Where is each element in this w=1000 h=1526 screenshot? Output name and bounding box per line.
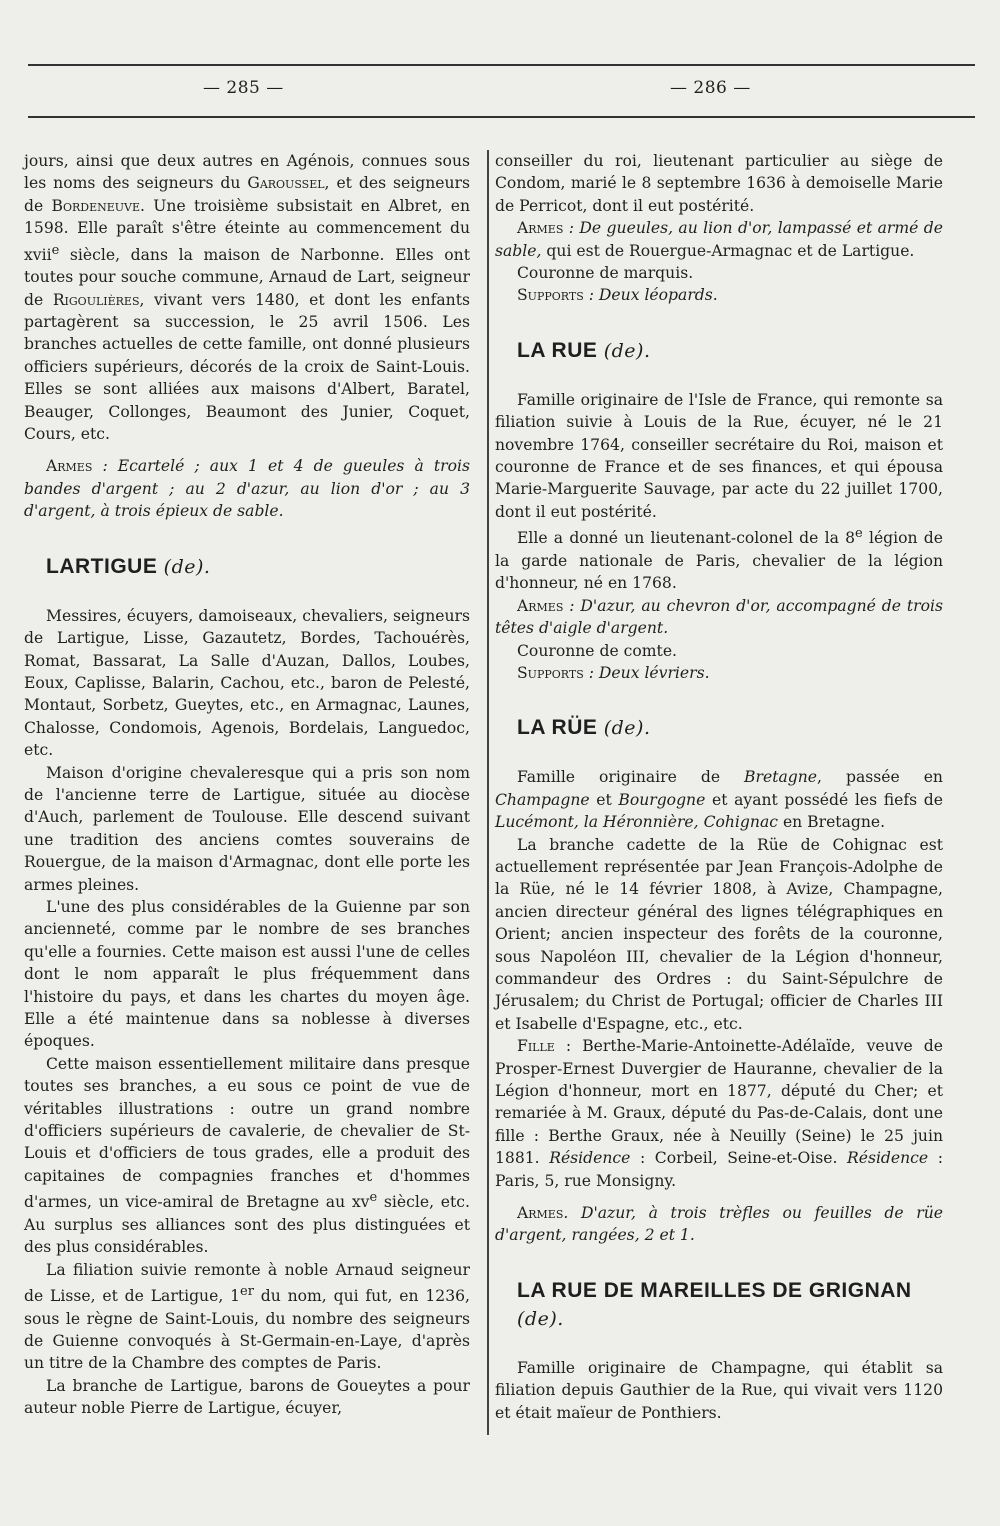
lartigue-paragraph-1: Messires, écuyers, damoiseaux, chevaliers, seigneurs de Lartigue, Lisse, Gazautetz, Bordes, Tachouérès, Romat, Bassarat, La Salle d'Auzan, Dallos, Loubes, Eoux, Caplisse, Balarin, Cachou, etc., baron de Pelesté, Montaut, Sorbetz, Gueytes, etc., en Armagnac, Launes, Chalosse, Condomois, Agenois, Bordelais, Languedoc, etc. <box>24 606 470 760</box>
left-column <box>24 150 470 1420</box>
crown-line: Couronne de comte. <box>517 641 678 660</box>
lartigue-paragraph-6: La branche de Lartigue, barons de Goueytes a pour auteur noble Pierre de Lartigue, écuyer, <box>24 1376 470 1418</box>
arms-paragraph: Armes : De gueules, au lion d'or, lampassé et armé de sable, qui est de Rouergue-Armagnac et de Lartigue. <box>495 219 943 260</box>
arms-paragraph: Armes : Ecartelé ; aux 1 et 4 de gueules à trois bandes d'argent ; au 2 d'azur, au lion d'or ; au 3 d'argent, à trois épieux de sable. <box>24 457 470 521</box>
right-column <box>495 150 943 1424</box>
header-top-rule <box>28 64 975 66</box>
mareilles-heading: LA RUE DE MAREILLES DE GRIGNAN (de). <box>517 1278 912 1330</box>
intro-paragraph: jours, ainsi que deux autres en Agénois, connues sous les noms des seigneurs du Garoussel, et des seigneurs de Bordeneuve. Une troisième subsistait en Albret, en 1598. Elle paraît s'être éteinte au commencement du xvii$^e$ siècle, dans la maison de Narbonne. Elles ont toutes pour souche commune, Arnaud de Lart, seigneur de Rigoulières, vivant vers 1480, et dont les enfants partagèrent sa succession, le 25 avril 1506. Les branches actuelles de cette famille, ont donné plusieurs officiers supérieurs, décorés de la croix de Saint-Louis. Elles se sont alliées aux maisons d'Albert, Baratel, Beauger, Collonges, Beaumont des Junier, Coquet, Cours, etc. <box>24 152 471 444</box>
arms-paragraph: Armes : D'azur, au chevron d'or, accompagné de trois têtes d'aigle d'argent. <box>495 596 943 638</box>
continuation-paragraph: conseiller du roi, lieutenant particulier au siège de Condom, marié le 8 septembre 1636 à demoiselle Marie de Perricot, dont il eut postérité. <box>495 152 943 215</box>
fille-paragraph: Fille : Berthe-Marie-Antoinette-Adélaïde, veuve de Prosper-Ernest Duvergier de Hauranne, chevalier de la Légion d'honneur, mort en 1877, député du Cher; et remariée à M. Graux, député du Pas-de-Calais, dont une fille : Berthe Graux, née à Neuilly (Seine) le 25 juin 1881. Résidence : Corbeil, Seine-et-Oise. Résidence : Paris, 5, rue Monsigny. <box>495 1037 943 1190</box>
lartigue-paragraph-5: La filiation suivie remonte à noble Arnaud seigneur de Lisse, et de Lartigue, 1er du nom, qui fut, en 1236, sous le règne de Saint-Louis, du nombre des seigneurs de Guienne convoqués à St-Germain-en-Laye, d'après un titre de la Chambre des comptes de Paris. <box>24 1260 470 1373</box>
crown-line: Couronne de marquis. <box>517 264 694 283</box>
la-rue-paragraph-1: Famille originaire de l'Isle de France, qui remonte sa filiation suivie à Louis de la Rue, écuyer, né le 21 novembre 1764, conseiller secrétaire du Roi, maison et couronne de France et de ses finances, et qui épousa Marie-Marguerite Sauvage, par acte du 22 juillet 1700, dont il eut postérité. <box>495 390 943 521</box>
arms-paragraph: Armes. D'azur, à trois trèfles ou feuilles de rüe d'argent, rangées, 2 et 1. <box>495 1204 943 1245</box>
la-rue-umlaut-heading: LA RÜE (de). <box>517 716 651 740</box>
la-rue-paragraph-2: Elle a donné un lieutenant-colonel de la 8e légion de la garde nationale de Paris, chevalier de la légion d'honneur, né en 1768. <box>495 526 943 593</box>
la-rue-umlaut-paragraph-2: La branche cadette de la Rüe de Cohignac est actuellement représentée par Jean François-Adolphe de la Rüe, né le 14 février 1808, à Avize, Champagne, ancien directeur général des lignes télégraphiques en Orient; ancien inspecteur des forêts de la couronne, sous Napoléon III, chevalier de la Légion d'honneur, commandeur des Ordres : du Saint-Sépulchre de Jérusalem; du Christ de Portugal; officier de Charles III et Isabelle d'Espagne, etc., etc. <box>495 835 943 1033</box>
lartigue-paragraph-3: L'une des plus considérables de la Guienne par son ancienneté, comme par le nombre de ses branches qu'elle a fournies. Cette maison est aussi l'une de celles dont le nom apparaît le plus fréquemment dans l'histoire du pays, et dans les chartes du moyen âge. Elle a été maintenue dans sa noblesse à diverses époques. <box>24 897 470 1051</box>
la-rue-heading: LA RUE (de). <box>517 338 651 362</box>
lartigue-heading: LARTIGUE (de). <box>46 554 211 578</box>
lartigue-paragraph-2: Maison d'origine chevaleresque qui a pris son nom de l'ancienne terre de Lartigue, située au diocèse d'Auch, parlement de Toulouse. Elle descend suivant une tradition des anciens comtes souverains de Rouergue, de la maison d'Armagnac, dont elle porte les armes pleines. <box>24 763 470 894</box>
header-bottom-rule <box>28 116 975 118</box>
supports-line: Supports : Deux lévriers. <box>517 663 710 682</box>
left-page-number: — 285 — <box>203 78 284 98</box>
mareilles-paragraph-1: Famille originaire de Champagne, qui établit sa filiation depuis Gauthier de la Rue, qui vivait vers 1120 et était maïeur de Ponthiers. <box>495 1358 943 1422</box>
supports-line: Supports : Deux léopards. <box>517 286 718 305</box>
right-page-number: — 286 — <box>670 78 751 98</box>
lartigue-paragraph-4: Cette maison essentiellement militaire dans presque toutes ses branches, a eu sous ce point de vue de véritables illustrations : outre un grand nombre d'officiers supérieurs de cavalerie, de chevalier de St-Louis et d'officiers de tous grades, elle a produit des capitaines de compagnies franches et d'hommes d'armes, un vice-amiral de Bretagne au $xv^e$ siècle, etc. Au surplus ses alliances sont des plus distinguées et des plus considérables. <box>24 1054 470 1257</box>
la-rue-umlaut-paragraph-1: Famille originaire de Bretagne, passée en Champagne et Bourgogne et ayant possédé les fiefs de Lucémont, la Héronnière, Cohignac en Bretagne. <box>495 768 943 832</box>
column-divider <box>487 150 489 1435</box>
